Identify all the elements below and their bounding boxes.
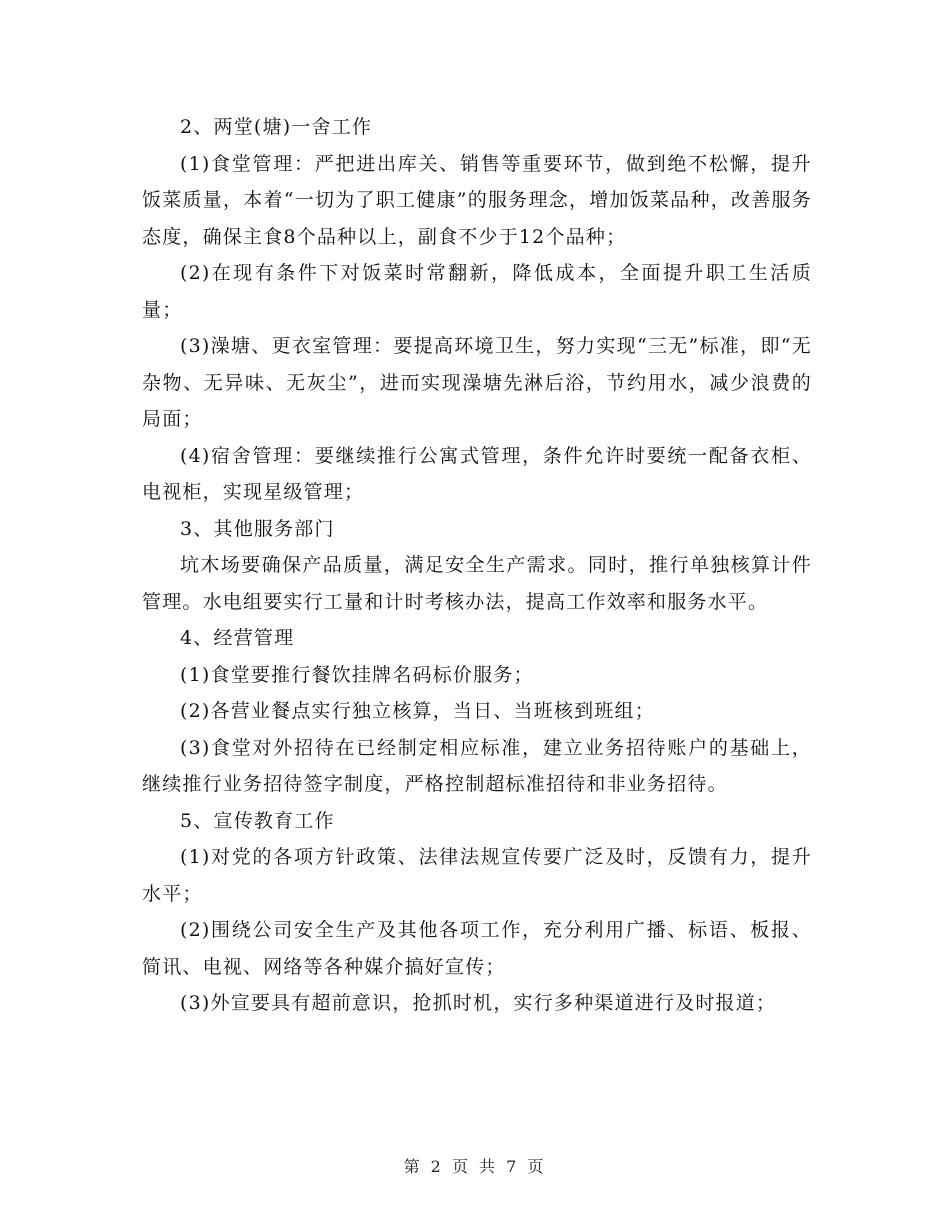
- heading-publicity-education: 5、宣传教育工作: [180, 809, 335, 832]
- paragraph-menu-renewal: (2)在现有条件下对饭菜时常翻新，降低成本，全面提升职工生活质量；: [142, 262, 812, 321]
- paragraph-reception-standards: (3)食堂对外招待在已经制定相应标准，建立业务招待账户的基础上，继续推行业务招待签字制度，严格控制超标准招待和非业务招待。: [142, 736, 812, 795]
- paragraph-dormitory-management: (4)宿舍管理：要继续推行公寓式管理，条件允许时要统一配备衣柜、电视柜，实现星级管理；: [142, 444, 812, 503]
- paragraph-media-publicity: (2)围绕公司安全生产及其他各项工作，充分利用广播、标语、板报、简讯、电视、网络等各种媒介搞好宣传；: [142, 919, 812, 978]
- heading-business-management: 4、经营管理: [180, 627, 295, 649]
- paragraph-external-publicity: (3)外宣要具有超前意识，抢抓时机，实行多种渠道进行及时报道；: [180, 992, 777, 1014]
- paragraph-policy-publicity: (1)对党的各项方针政策、法律法规宣传要广泛及时，反馈有力，提升水平；: [142, 846, 812, 905]
- paragraph-price-tag-service: (1)食堂要推行餐饮挂牌名码标价服务；: [180, 663, 534, 686]
- paragraph-bathhouse-management: (3)澡塘、更衣室管理：要提高环境卫生，努力实现“三无”标准，即“无杂物、无异味、无灰尘”，进而实现澡塘先淋后浴，节约用水，减少浪费的局面；: [142, 335, 812, 430]
- paragraph-canteen-management: (1)食堂管理：严把进出库关、销售等重要环节，做到绝不松懈，提升饭菜质量，本着“一切为了职工健康”的服务理念，增加饭菜品种，改善服务态度，确保主食8个品种以上，副食不少于12个品种；: [142, 152, 812, 248]
- paragraph-independent-accounting: (2)各营业餐点实行独立核算，当日、当班核到班组；: [180, 700, 655, 722]
- document-body: [142, 109, 812, 1022]
- heading-other-service-departments: 3、其他服务部门: [180, 517, 335, 540]
- page-number-footer: 第 2 页 共 7 页: [403, 1157, 547, 1176]
- paragraph-timber-yard: 坑木场要确保产品质量，满足安全生产需求。同时，推行单独核算计件管理。水电组要实行工量和计时考核办法，提高工作效率和服务水平。: [142, 554, 812, 613]
- heading-two-halls-one-dorm: 2、两堂(塘)一舍工作: [180, 116, 373, 138]
